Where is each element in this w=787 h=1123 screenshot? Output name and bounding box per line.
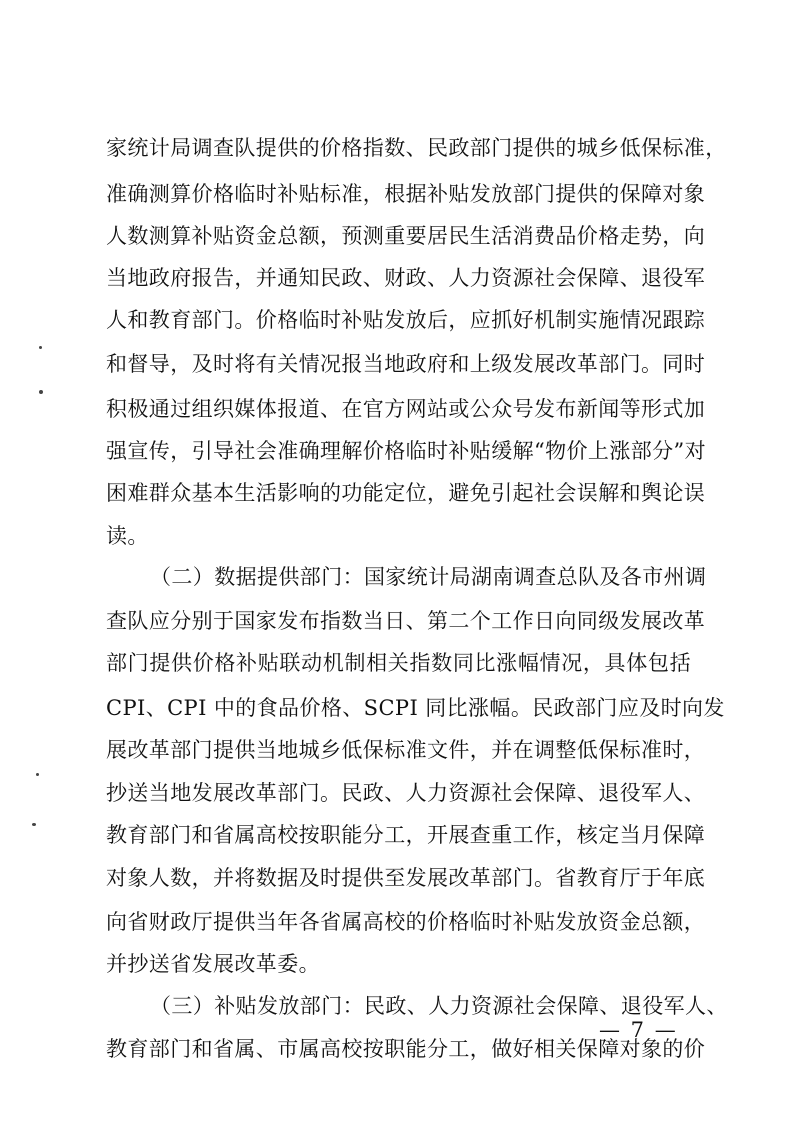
paragraph-line: 对象人数，并将数据及时提供至发展改革部门。省教育厅于年底 — [106, 866, 706, 890]
paragraph-line: 查队应分别于国家发布指数当日、第二个工作日向同级发展改革 — [106, 609, 706, 633]
paragraph-line: 准确测算价格临时补贴标准，根据补贴发放部门提供的保障对象 — [106, 182, 706, 206]
scan-speck — [39, 390, 43, 394]
paragraph-line: 并抄送省发展改革委。 — [106, 952, 320, 976]
paragraph-line: 展改革部门提供当地城乡低保标准文件，并在调整低保标准时， — [106, 738, 706, 762]
scan-speck — [36, 773, 39, 776]
paragraph-line: 人和教育部门。价格临时补贴发放后，应抓好机制实施情况跟踪 — [106, 308, 706, 332]
paragraph-line: 教育部门和省属、市属高校按职能分工，做好相关保障对象的价 — [106, 1037, 706, 1061]
paragraph-line: 困难群众基本生活影响的功能定位，避免引起社会误解和舆论误 — [106, 481, 706, 505]
paragraph-line: 当地政府报告，并通知民政、财政、人力资源社会保障、退役军 — [106, 266, 706, 290]
paragraph-line: 向省财政厅提供当年各省属高校的价格临时补贴发放资金总额， — [106, 910, 706, 934]
paragraph-line: 强宣传，引导社会准确理解价格临时补贴缓解“物价上涨部分”对 — [106, 439, 707, 463]
paragraph-line: 家统计局调查队提供的价格指数、民政部门提供的城乡低保标准， — [106, 136, 727, 160]
paragraph-line: 和督导，及时将有关情况报当地政府和上级发展改革部门。同时 — [106, 352, 706, 376]
paragraph-line: 人数测算补贴资金总额，预测重要居民生活消费品价格走势，向 — [106, 224, 706, 248]
paragraph-line: 读。 — [106, 524, 149, 548]
scan-speck — [32, 823, 36, 826]
paragraph-line: 部门提供价格补贴联动机制相关指数同比涨幅情况，具体包括 — [106, 651, 691, 675]
paragraph-line: 抄送当地发展改革部门。民政、人力资源社会保障、退役军人、 — [106, 781, 706, 805]
page-number: — 7 — — [599, 1018, 678, 1042]
paragraph-line: （二）数据提供部门：国家统计局湖南调查总队及各市州调 — [150, 565, 707, 589]
paragraph-line: 教育部门和省属高校按职能分工，开展查重工作，核定当月保障 — [106, 823, 706, 847]
scan-speck — [39, 346, 42, 349]
paragraph-line: 积极通过组织媒体报道、在官方网站或公众号发布新闻等形式加 — [106, 397, 706, 421]
paragraph-line: CPI、CPI 中的食品价格、SCPI 同比涨幅。民政部门应及时向发 — [106, 696, 725, 720]
paragraph-line: （三）补贴发放部门：民政、人力资源社会保障、退役军人、 — [150, 994, 728, 1018]
